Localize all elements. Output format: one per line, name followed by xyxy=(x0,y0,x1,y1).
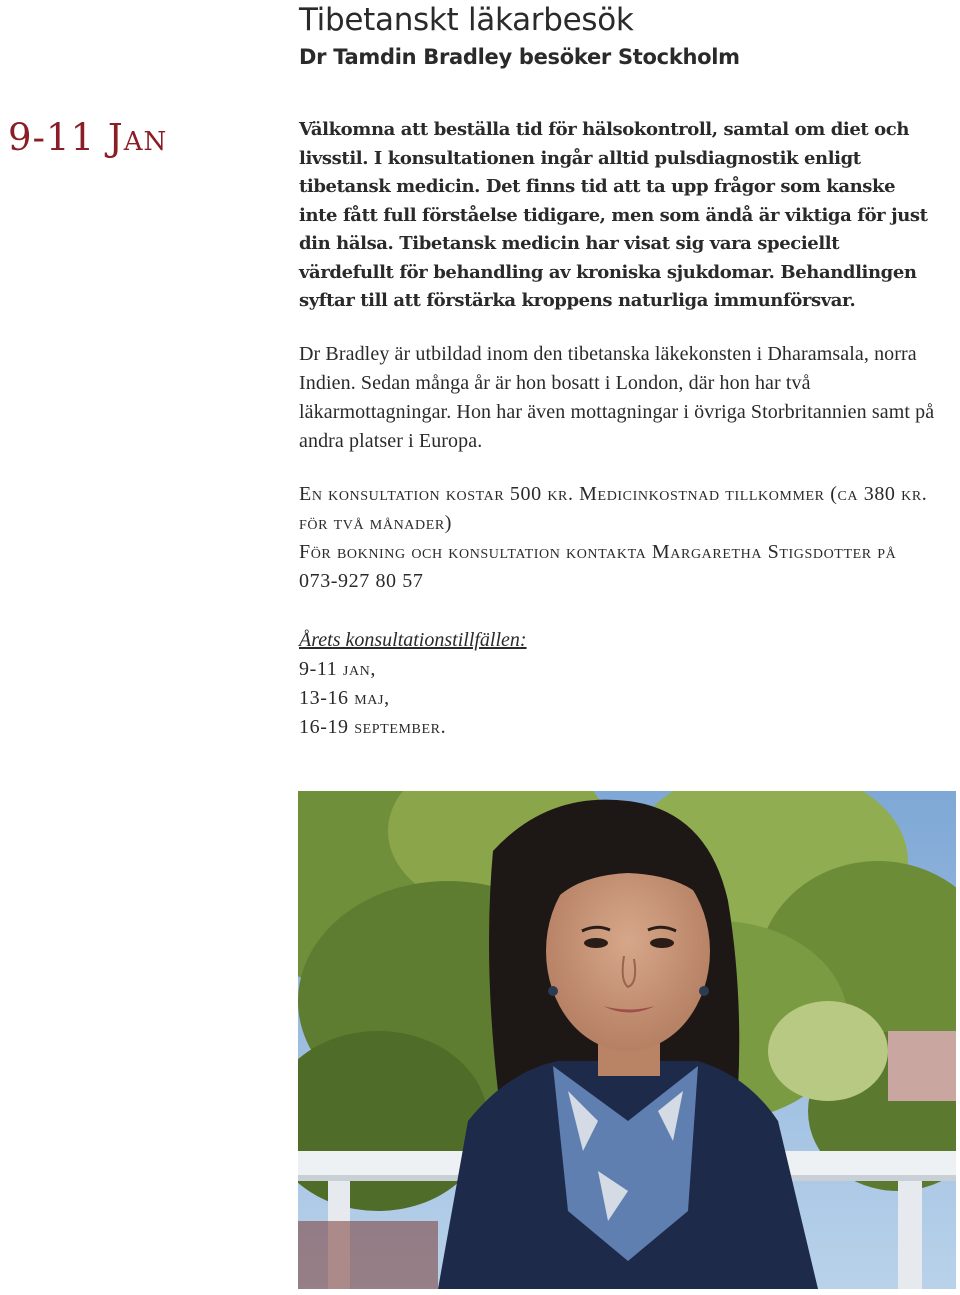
house-shape xyxy=(888,1031,956,1101)
date-item: 13-16 maj, xyxy=(299,686,390,709)
date-item: 9-11 jan, xyxy=(299,657,376,680)
page-title: Tibetanskt läkarbesök xyxy=(299,2,634,38)
bio-paragraph: Dr Bradley är utbildad inom den tibetanska läkekonsten i Dharamsala, norra Indien. Sedan många år är hon bosatt i London, där hon har två läkarmottagningar. Hon har även mottagningar i övriga Storbritannien samt på andra platser i Europa. xyxy=(299,342,935,452)
intro-paragraph: Välkomna att beställa tid för hälsokontroll, samtal om diet och livsstil. I konsultationen ingår alltid pulsdiagnostik enligt tibetansk medicin. Det finns tid att ta upp frågor som kanske inte fått full förståelse tidigare, men som ändå är viktiga för just din hälsa. Tibetansk medicin har visat sig vara speciellt värdefullt för behandling av kroniska sjukdomar. Behandlingen syftar till att förstärka kroppens naturliga immunförsvar. xyxy=(299,119,928,311)
page-subtitle: Dr Tamdin Bradley besöker Stockholm xyxy=(299,45,740,69)
portrait-illustration xyxy=(298,791,956,1289)
dates-list xyxy=(299,655,939,742)
booking-paragraph: För bokning och konsultation kontakta Margaretha Stigsdotter på 073-927 80 57 xyxy=(299,540,897,592)
date-item: 16-19 september. xyxy=(299,715,447,738)
portrait-photo xyxy=(298,791,956,1289)
main-content xyxy=(299,116,939,742)
date-tag: 9-11 Jan xyxy=(8,116,168,159)
price-paragraph: En konsultation kostar 500 kr. Medicinkostnad tillkommer (ca 380 kr. för två månader) xyxy=(299,482,928,534)
dates-heading: Årets konsultationstillfällen: xyxy=(299,628,527,651)
